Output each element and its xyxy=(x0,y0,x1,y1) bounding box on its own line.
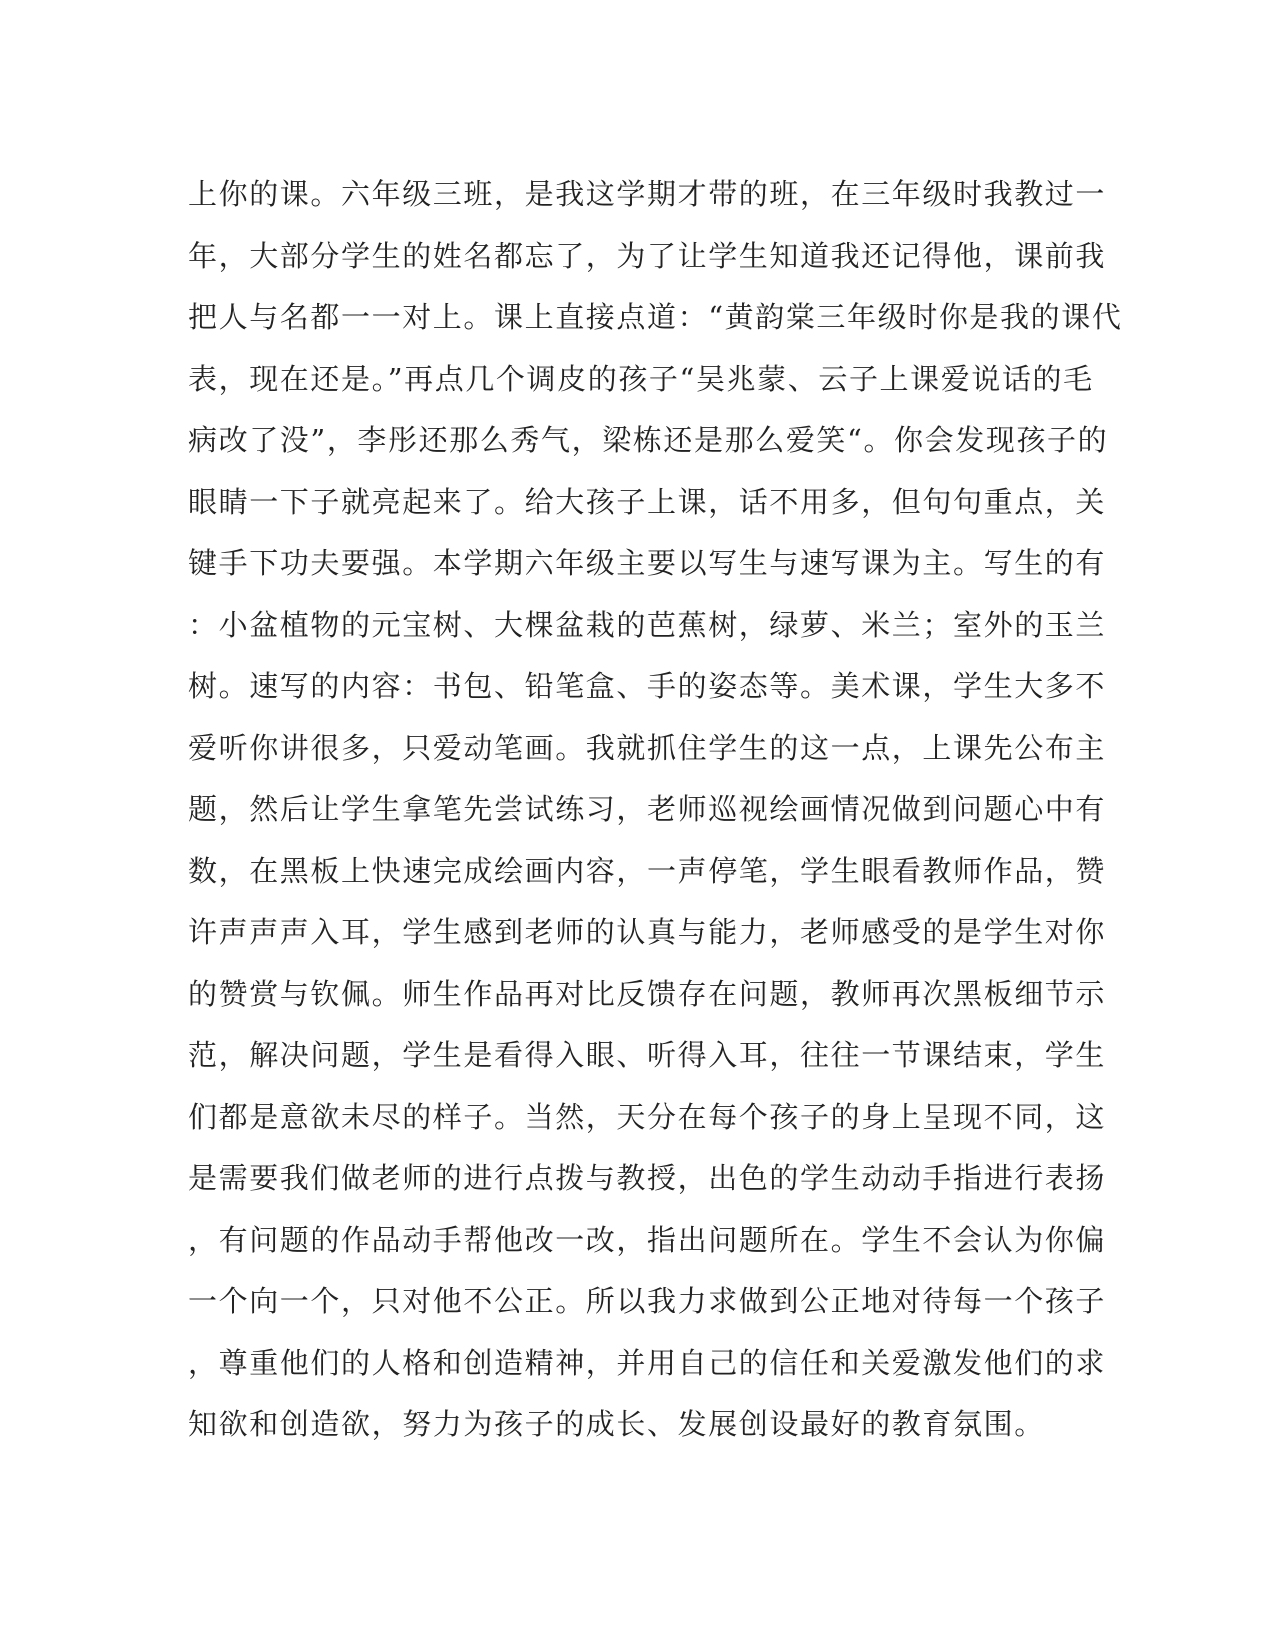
text-line: 们都是意欲未尽的样子。当然，天分在每个孩子的身上呈现不同，这 xyxy=(188,1099,1107,1134)
body-text xyxy=(188,164,1123,1456)
text-line: 许声声声入耳，学生感到老师的认真与能力，老师感受的是学生对你 xyxy=(188,915,1107,949)
text-line: ，尊重他们的人格和创造精神，并用自己的信任和关爱激发他们的求 xyxy=(188,1345,1107,1380)
text-line: 病改了没”，李彤还那么秀气，梁栋还是那么爱笑“。你会发现孩子的 xyxy=(188,423,1109,457)
text-line: 爱听你讲很多，只爱动笔画。我就抓住学生的这一点，上课先公布主 xyxy=(188,730,1107,765)
text-line: ：小盆植物的元宝树、大棵盆栽的芭蕉树，绿萝、米兰；室外的玉兰 xyxy=(188,607,1107,642)
text-line: 数，在黑板上快速完成绘画内容，一声停笔，学生眼看教师作品，赞 xyxy=(188,853,1107,888)
text-line: 是需要我们做老师的进行点拨与教授，出色的学生动动手指进行表扬 xyxy=(188,1161,1107,1195)
text-line: 上你的课。六年级三班，是我这学期才带的班，在三年级时我教过一 xyxy=(188,177,1107,211)
text-line: 树。速写的内容：书包、铅笔盒、手的姿态等。美术课，学生大多不 xyxy=(188,669,1107,703)
text-line: 键手下功夫要强。本学期六年级主要以写生与速写课为主。写生的有 xyxy=(188,546,1107,580)
text-line: 的赞赏与钦佩。师生作品再对比反馈存在问题，教师再次黑板细节示 xyxy=(188,976,1107,1011)
text-line: 范，解决问题，学生是看得入眼、听得入耳，往往一节课结束，学生 xyxy=(188,1038,1107,1072)
text-line: 知欲和创造欲，努力为孩子的成长、发展创设最好的教育氛围。 xyxy=(188,1407,1045,1441)
text-line: 把人与名都一一对上。课上直接点道：“黄韵棠三年级时你是我的课代 xyxy=(188,300,1123,334)
text-line: 题，然后让学生拿笔先尝试练习，老师巡视绘画情况做到问题心中有 xyxy=(188,792,1107,826)
text-line: 表，现在还是。”再点几个调皮的孩子“吴兆蒙、云子上课爱说话的毛 xyxy=(188,361,1094,396)
text-line: ，有问题的作品动手帮他改一改，指出问题所在。学生不会认为你偏 xyxy=(188,1222,1107,1257)
text-line: 年，大部分学生的姓名都忘了，为了让学生知道我还记得他，课前我 xyxy=(188,238,1107,273)
text-line: 一个向一个，只对他不公正。所以我力求做到公正地对待每一个孩子 xyxy=(188,1284,1107,1318)
text-line: 眼睛一下子就亮起来了。给大孩子上课，话不用多，但句句重点，关 xyxy=(188,484,1107,519)
